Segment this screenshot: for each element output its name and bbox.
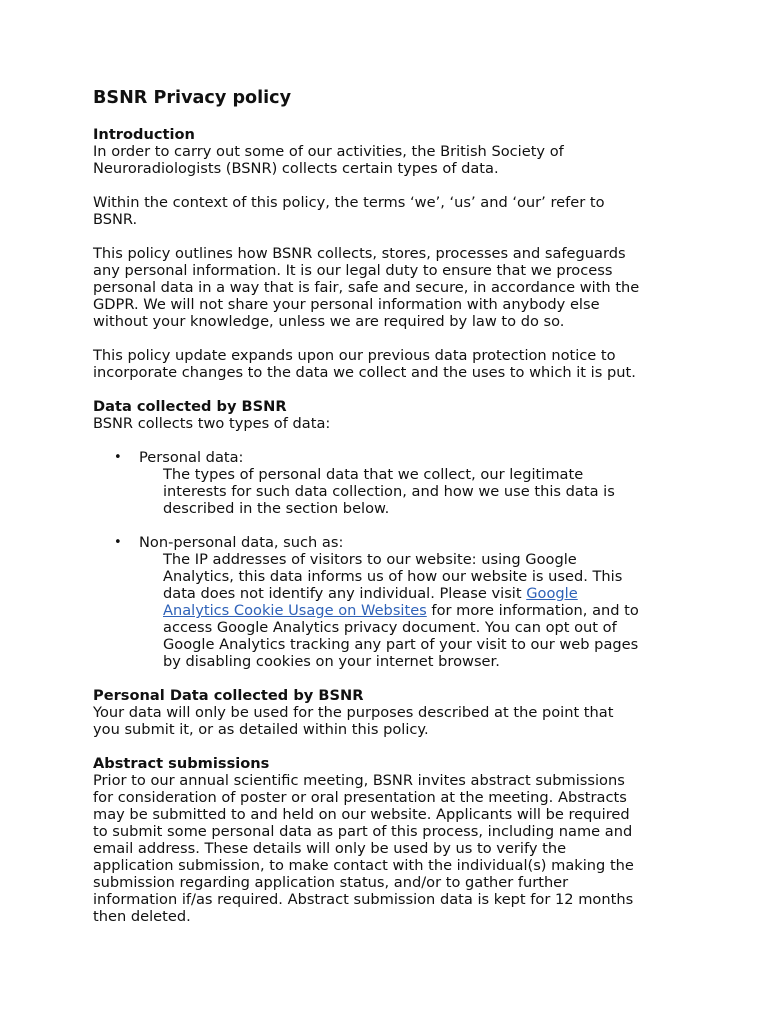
text-line: personal data in a way that is fair, safe and secure, in accordance with the [93,279,640,296]
text-line: incorporate changes to the data we collect and the uses to which it is put. [93,364,636,381]
document-content [93,87,733,942]
text-line: Analytics, this data informs us of how our website is used. This [163,568,623,585]
list-item-personal-data [93,449,733,517]
bullet-icon: • [114,535,122,550]
text-line: In order to carry out some of our activities, the British Society of [93,143,564,160]
bullet-icon: • [114,450,122,465]
text-line [163,602,733,619]
text-line: email address. These details will only be used by us to verify the [93,840,567,857]
text-line: interests for such data collection, and how we use this data is [163,483,615,500]
text-line: BSNR collects two types of data: [93,415,331,432]
personal-data-heading: Personal Data collected by BSNR [93,687,364,704]
text-line: access Google Analytics privacy document. You can opt out of [163,619,617,636]
list-item-non-personal-data [93,534,733,670]
list-item-description [139,551,733,670]
text-line: Your data will only be used for the purposes described at the point that [93,704,614,721]
text-line: application submission, to make contact with the individual(s) making the [93,857,634,874]
text-line: by disabling cookies on your internet browser. [163,653,500,670]
text-line: any personal information. It is our legal duty to ensure that we process [93,262,613,279]
text-line: without your knowledge, unless we are required by law to do so. [93,313,565,330]
data-types-list [93,449,733,670]
intro-paragraph-3 [93,245,733,330]
text-line: submission regarding application status, and/or to gather further [93,874,569,891]
text-line: The types of personal data that we collect, our legitimate [163,466,584,483]
text-line: BSNR. [93,211,138,228]
list-item-label: Non-personal data, such as: [139,534,344,551]
text-line: The IP addresses of visitors to our website: using Google [163,551,577,568]
data-collected-lead [93,415,733,432]
abstract-submissions-paragraph [93,772,733,925]
abstract-submissions-heading: Abstract submissions [93,755,270,772]
text-line: then deleted. [93,908,191,925]
text-line: you submit it, or as detailed within this policy. [93,721,429,738]
text-line: to submit some personal data as part of this process, including name and [93,823,633,840]
text-line: information if/as required. Abstract submission data is kept for 12 months [93,891,634,908]
text-line: described in the section below. [163,500,390,517]
intro-paragraph-4 [93,347,733,381]
page-title: BSNR Privacy policy [93,88,292,108]
text-line: may be submitted to and held on our website. Applicants will be required [93,806,630,823]
text-line [163,585,733,602]
list-item-label: Personal data: [139,449,244,466]
text-segment: for more information, and to [426,602,639,619]
text-line: GDPR. We will not share your personal information with anybody else [93,296,600,313]
intro-paragraph-1 [93,143,733,177]
text-line: This policy outlines how BSNR collects, stores, processes and safeguards [93,245,626,262]
data-collected-heading: Data collected by BSNR [93,398,287,415]
text-line: Google Analytics tracking any part of your visit to our web pages [163,636,639,653]
introduction-heading: Introduction [93,126,195,143]
text-line: Prior to our annual scientific meeting, BSNR invites abstract submissions [93,772,625,789]
text-line: Neuroradiologists (BSNR) collects certain types of data. [93,160,499,177]
personal-data-paragraph [93,704,733,738]
text-line: Within the context of this policy, the terms ‘we’, ‘us’ and ‘our’ refer to [93,194,605,211]
google-analytics-cookie-link[interactable]: Analytics Cookie Usage on Websites [163,602,427,619]
text-line: This policy update expands upon our previous data protection notice to [93,347,616,364]
intro-paragraph-2 [93,194,733,228]
list-item-description [139,466,733,517]
text-segment: data does not identify any individual. Please visit [163,585,527,602]
text-line: for consideration of poster or oral presentation at the meeting. Abstracts [93,789,627,806]
google-analytics-cookie-link-start[interactable]: Google [526,585,578,602]
